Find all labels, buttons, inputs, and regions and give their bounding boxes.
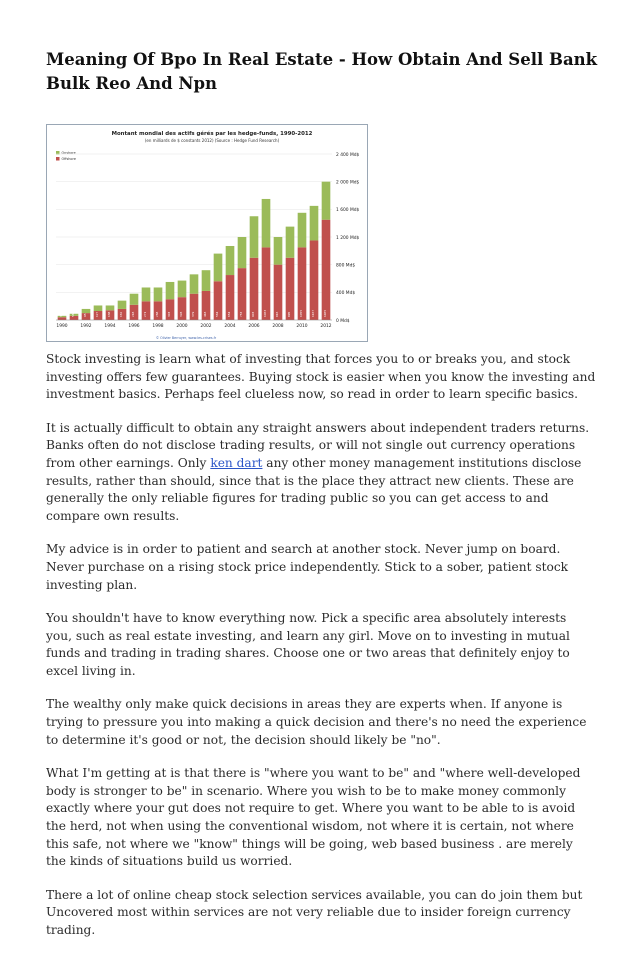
paragraph: What I'm getting at is that there is "where you want to be" and "where well-developed body is stronger to be" in scenario. Where you wish to be to make money commonly exactly where your gut does not require to get. Where you want to be able to is avoid the herd, not when using the conventional wisdom, not where it is certain, not where this safe, not where we "know" things will be going, web based business . are merely the kinds of situations build us worried. [46,765,581,869]
x-tick-label: 1992 [80,324,92,329]
bar-value-label: 418 [203,311,207,317]
bar-value-label: 1167 [311,309,315,317]
bar-onshore [118,301,127,309]
bar-offshore [298,247,307,320]
bar-onshore [298,213,307,248]
bar-onshore [142,287,151,301]
bar-value-label: 95 [83,313,87,317]
x-tick-label: 2006 [248,324,260,329]
bar-offshore [310,240,319,320]
bar-value-label: 58 [71,313,75,317]
x-tick-label: 1990 [56,324,68,329]
bar-onshore [226,246,235,275]
bar-onshore [250,216,259,258]
bar-onshore [286,227,295,258]
paragraph: My advice is in order to patient and search at another stock. Never jump on board. Never purchase on a rising stock price independently. Stick to a sober, patient stock investing plan. [46,542,569,592]
bar-value-label: 268 [155,311,159,317]
x-tick-label: 2002 [200,324,212,329]
bar-value-label: 328 [179,311,183,317]
bar-value-label: 903 [251,311,255,317]
bar-onshore [238,237,247,268]
x-tick-label: 1994 [104,324,116,329]
bar-value-label: 138 [107,311,111,317]
bar-onshore [322,182,331,220]
paragraph [46,420,596,526]
x-tick-label: 2008 [272,324,284,329]
paragraph: There a lot of online cheap stock selection services available, you can do join them but Uncovered most within services are not very reliable due to insider foreign currency trading. [46,887,583,937]
y-tick-label: 1 200 Md$ [336,235,360,241]
chart-credit: © Olivier Berruyer, www.les-crises.fr [155,336,217,340]
bar-value-label: 654 [227,311,231,317]
bar-value-label: 379 [191,311,195,317]
bar-onshore [130,294,139,305]
legend-label: Onshore [61,151,76,156]
bar-offshore [286,258,295,320]
x-tick-label: 2000 [176,324,188,329]
paragraph: The wealthy only make quick decisions in areas they are experts when. If anyone is trying to pressure you into making a quick decision and there's no need the experience to determine it's good or not, the decision should likely be "no". [46,697,587,747]
bar-value-label: 895 [287,311,291,317]
paragraph: You shouldn't have to know everything now. Pick a specific area absolutely interests you, such as real estate investing, and learn any girl. Move on to investing in mutual funds and trading in trading shares. Choose one or two areas that definitely enjoy to excel living in. [46,610,570,679]
bar-value-label: 753 [239,311,243,317]
y-tick-label: 800 Md$ [336,263,356,269]
chart-subtitle: (en milliards de $ constants 2012) (Source : Hedge Fund Research) [144,138,280,143]
bar-onshore [214,254,223,282]
chart-title: Montant mondial des actifs gérés par les hedge-funds, 1990-2012 [111,131,313,137]
ken-dart-link[interactable]: ken dart [210,456,263,471]
bar-offshore [250,258,259,320]
bar-value-label: 303 [167,311,171,317]
paragraph-text: any other money management institutions disclose results, rather than should, since that is the place they attract new clients. These are generally the only reliable figures for trading public so you can get access to and compare own results. [46,456,582,524]
bar-value-label: 127 [95,311,99,317]
legend-swatch [56,157,60,161]
bar-value-label: 271 [143,311,147,317]
bar-onshore [106,305,115,310]
bar-onshore [82,309,91,313]
bar-value-label: 816 [275,311,279,317]
x-tick-label: 1996 [128,324,140,329]
legend-label: Offshore [61,157,76,162]
x-tick-label: 2010 [296,324,308,329]
hedge-fund-chart [46,124,368,342]
bar-onshore [166,282,175,299]
y-tick-label: 400 Md$ [336,291,356,297]
paragraph-text: It is actually difficult to obtain any straight answers about independent traders returns. Banks often do not disclose trading results, or will not single out currency operations from other earnings. Only [46,420,590,471]
page-title: Meaning Of Bpo In Real Estate - How Obtain And Sell Bank Bulk Reo And Npn [46,50,598,93]
bar-onshore [262,199,271,247]
bar-value-label: 162 [119,311,123,317]
y-tick-label: 1 600 Md$ [336,208,360,214]
bar-onshore [190,274,199,293]
y-tick-label: 2 400 Md$ [336,152,360,158]
bar-onshore [94,305,103,311]
bar-onshore [274,237,283,265]
bar-value-label: 564 [215,311,219,317]
bar-value-label: 1465 [323,309,327,317]
y-tick-label: 0 Md$ [336,318,350,324]
paragraph: Stock investing is learn what of investing that forces you to or breaks you, and stock investing offers few guarantees. Buying stock is easier when you know the investing and investment basics. Perhaps feel clueless now, so read in order to learn specific basics. [46,352,596,402]
y-tick-label: 2 000 Md$ [336,180,360,186]
x-tick-label: 2012 [320,324,332,329]
x-tick-label: 2004 [224,324,236,329]
bar-onshore [310,206,319,241]
chart-figure [46,124,368,342]
bar-value-label: 218 [131,311,135,317]
bar-onshore [178,281,187,298]
bar-value-label: 1055 [299,309,303,317]
bar-offshore [262,247,271,320]
bar-onshore [154,287,163,301]
bar-value-label: 38 [59,313,63,317]
bar-onshore [202,270,211,291]
bar-offshore [322,220,331,320]
x-tick-label: 1998 [152,324,164,329]
bar-value-label: 1063 [263,309,267,317]
article-body [46,351,596,955]
